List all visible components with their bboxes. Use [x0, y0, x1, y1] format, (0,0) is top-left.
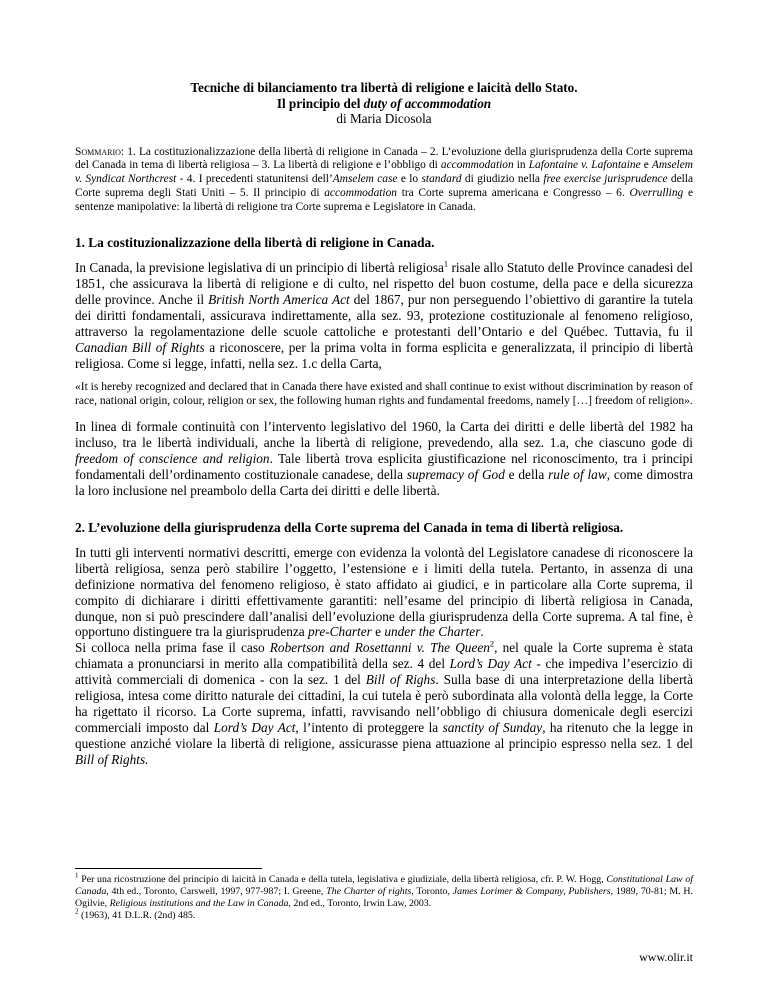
footnote-separator: [75, 868, 262, 869]
section-1-heading: 1. La costituzionalizzazione della libertà di religione in Canada.: [75, 235, 435, 251]
footnote-2: $^2$ (1963), 41 D.L.R. (2nd) 485.: [75, 907, 196, 921]
block-quote: «It is hereby recognized and declared that in Canada there have existed and shall continue to exist without discrimination by reason of race, national origin, colour, religion or sex, the following human rights and fundamental freedoms, namely […] freedom of religion».: [75, 380, 693, 407]
title-line-2: Il principio del duty of accommodation: [276, 95, 492, 111]
section-1-paragraph-1: In Canada, la previsione legislativa di un principio di libertà religiosa$^1$ risale allo Statuto delle Province canadesi del 1851, che assicurava la libertà di religione e di culto, nel rispetto del buon costume, della pace e della sicurezza delle province. Anche il British North America Act del 1867, pur non perseguendo l’obiettivo di garantire la tutela dei diritti fondamentali, assicurava indirettamente, alla sez. 93, protezione costituzionale al fenomeno religioso, attraverso la regolamentazione delle scuole cattoliche e protestanti dell’Ontario e del Québec. Tuttavia, fu il Canadian Bill of Rights a riconoscere, per la prima volta in forma esplicita e generalizzata, il principio di libertà religiosa. Come si legge, infatti, nella sez. 1.c della Carta,: [75, 259, 693, 371]
title-line-1: Tecniche di bilanciamento tra libertà di religione e laicità dello Stato.: [190, 80, 578, 95]
section-2-heading: 2. L’evoluzione della giurisprudenza della Corte suprema del Canada in tema di libertà religiosa.: [75, 519, 624, 535]
footer-url[interactable]: www.olir.it: [639, 950, 693, 964]
section-2-paragraph-1: In tutti gli interventi normativi descritti, emerge con evidenza la volontà del Legislatore canadese di riconoscere la libertà religiosa, senza però stabilire l’oggetto, l’estensione e i limiti della tutela. Pertanto, in assenza di una definizione normativa del fenomeno religioso, è stato affidato ai giudici, e in particolare alla Corte suprema, il compito di dichiarare i diritti effettivamente garantiti: nell’esame del principio di libertà religiosa in Canada, dunque, non si può prescindere dall’analisi dell’evoluzione della giurisprudenza della Corte suprema. A tal fine, è opportuno distinguere tra la giurisprudenza pre-Charter e under the Charter.: [75, 544, 693, 640]
footnote-1: $^1$ Per una ricostruzione del principio di laicità in Canada e della tutela, legislativa e giudiziale, della libertà religiosa, cfr. P. W. Hogg, Constitutional Law of Canada, 4th ed., Toronto, Carswell, 1997, 977-987; I. Greene, The Charter of rights, Toronto, James Lorimer & Company, Publishers, 1989, 70-81; M. H. Ogilvie, Religious institutions and the Law in Canada, 2nd ed., Toronto, Irwin Law, 2003.: [75, 871, 693, 909]
author-line: di Maria Dicosola: [336, 111, 432, 126]
footnote-ref-2[interactable]: 2: [489, 638, 495, 649]
footnote-ref-1[interactable]: 1: [443, 259, 449, 270]
paper-title: [75, 80, 693, 111]
summary-paragraph: Sommario: 1. La costituzionalizzazione della libertà di religione in Canada – 2. L’evoluzione della giurisprudenza della Corte suprema del Canada in tema di libertà religiosa – 3. La libertà di religione e l’obbligo di accommodation in Lafontaine v. Lafontaine e Amselem v. Syndicat Northcrest - 4. I precedenti statunitensi dell’Amselem case e lo standard di giudizio nella free exercise jurisprudence della Corte suprema degli Stati Uniti – 5. Il principio di accommodation tra Corte suprema americana e Congresso – 6. Overrulling e sentenze manipolative: la libertà di religione tra Corte suprema e Legislatore in Canada.: [75, 145, 694, 213]
document-page: [75, 80, 693, 777]
footnotes: [75, 871, 693, 922]
summary-label: Sommario: [75, 145, 121, 158]
section-2-paragraph-2: Si colloca nella prima fase il caso Robertson and Rosettanni v. The Queen$^2$, nel quale la Corte suprema è stata chiamata a pronunciarsi in merito alla compatibilità della sez. 4 del Lord’s Day Act - che impediva l’esercizio di attività commerciali di domenica - con la sez. 1 del Bill of Righs. Sulla base di una interpretazione della libertà religiosa, intesa come diritto naturale dei cittadini, la cui tutela è però subordinata alla volontà della legge, la Corte ha rigettato il ricorso. La Corte suprema, infatti, ravvisando nell’obbligo di chiusura domenicale degli esercizi commerciali imposto dal Lord’s Day Act, l’intento di proteggere la sanctity of Sunday, ha ritenuto che la legge in questione anziché violare la libertà di religione, assicurasse piena attuazione al principio espresso nella sez. 1 del Bill of Rights.: [75, 638, 693, 767]
section-1-paragraph-2: In linea di formale continuità con l’intervento legislativo del 1960, la Carta dei diritti e delle libertà del 1982 ha incluso, tra le libertà individuali, anche la libertà di religione, prevedendo, alla sez. 1.a, che ciascuno gode di freedom of conscience and religion. Tale libertà trova esplicita giustificazione nel riconoscimento, tra i principi fondamentali dell’ordinamento costituzionale canadese, della supremacy of God e della rule of law, come dimostra la loro inclusione nel preambolo della Carta dei diritti e delle libertà.: [75, 419, 693, 499]
